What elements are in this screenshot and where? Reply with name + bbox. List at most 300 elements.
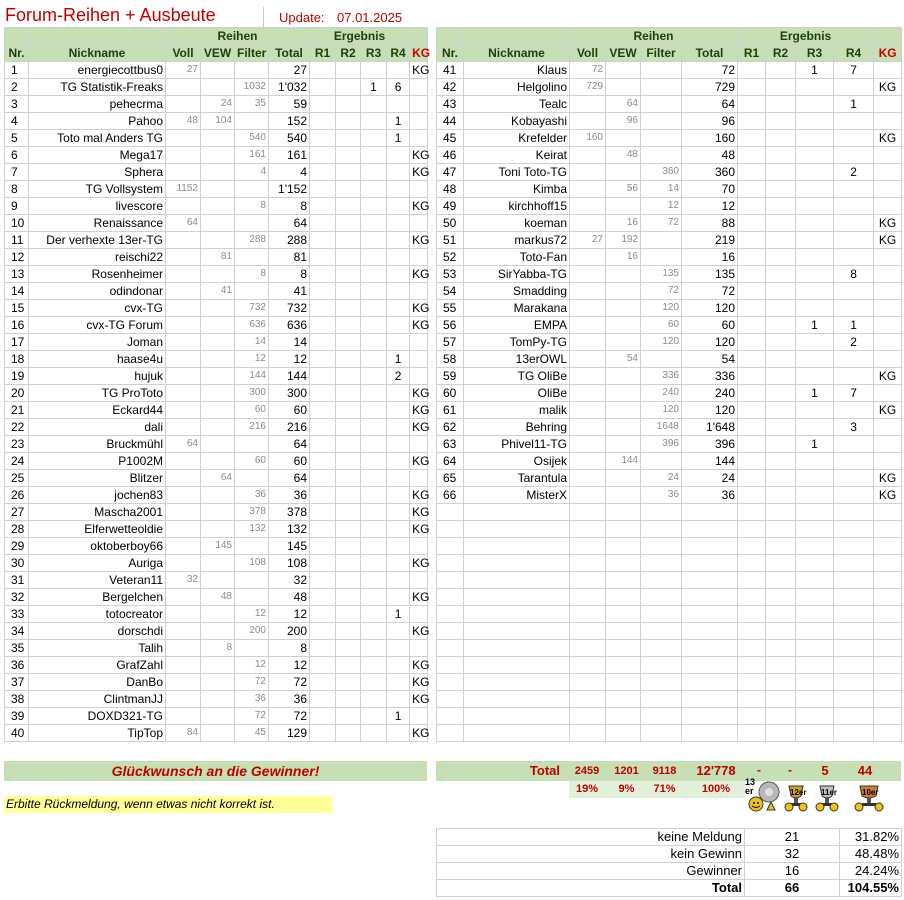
cell-r1 (738, 215, 766, 232)
cell-nickname: koeman (464, 215, 570, 232)
cell-r2 (336, 351, 361, 368)
cell-voll (166, 708, 201, 725)
empty-cell (738, 504, 766, 521)
cell-r3 (796, 113, 834, 130)
cell-nickname: Elferwetteoldie (29, 521, 166, 538)
cell-vew (201, 385, 235, 402)
empty-cell (738, 623, 766, 640)
cell-r4 (387, 385, 410, 402)
cell-kg (874, 147, 902, 164)
cell-nickname: Tarantula (464, 470, 570, 487)
totals-total: 12'778 (696, 763, 736, 778)
empty-cell (437, 691, 464, 708)
cell-r1 (738, 181, 766, 198)
cell-total: 12 (269, 606, 310, 623)
empty-cell (606, 589, 641, 606)
cell-nickname: cvx-TG (29, 300, 166, 317)
empty-cell (570, 674, 606, 691)
cell-kg (874, 436, 902, 453)
cell-nickname: Kobayashi (464, 113, 570, 130)
cell-r3 (361, 538, 387, 555)
cell-voll (166, 334, 201, 351)
cell-total: 152 (269, 113, 310, 130)
cell-kg: KG (874, 232, 902, 249)
cell-filter: 24 (641, 470, 682, 487)
cell-filter (235, 572, 269, 589)
cell-kg (874, 62, 902, 79)
empty-cell (834, 555, 874, 572)
summary-count: 16 (745, 863, 840, 880)
cell-filter: 1648 (641, 419, 682, 436)
cell-r1 (310, 657, 336, 674)
cell-vew (201, 453, 235, 470)
cell-r3 (796, 283, 834, 300)
cell-r4 (387, 232, 410, 249)
cell-nr: 62 (437, 419, 464, 436)
cell-total: 72 (682, 283, 738, 300)
cell-r2 (766, 164, 796, 181)
cell-nr: 24 (5, 453, 29, 470)
cell-kg (874, 453, 902, 470)
table-row (5, 113, 428, 130)
cell-r2 (336, 334, 361, 351)
cell-r3: 1 (796, 62, 834, 79)
cell-r3 (796, 368, 834, 385)
cell-nickname: Kimba (464, 181, 570, 198)
cell-r4 (834, 130, 874, 147)
cell-r3 (361, 419, 387, 436)
cell-nr: 61 (437, 402, 464, 419)
cell-total: 48 (269, 589, 310, 606)
cell-r1 (310, 164, 336, 181)
cell-vew (201, 300, 235, 317)
table-row (5, 691, 428, 708)
cell-voll (166, 198, 201, 215)
cell-voll (166, 555, 201, 572)
empty-cell (874, 623, 902, 640)
cell-vew (606, 385, 641, 402)
cell-r1 (310, 215, 336, 232)
empty-cell (874, 640, 902, 657)
table-row (5, 470, 428, 487)
table-row (5, 198, 428, 215)
cell-nr: 44 (437, 113, 464, 130)
cell-r2 (336, 555, 361, 572)
cell-filter (235, 215, 269, 232)
cell-r2 (336, 79, 361, 96)
cell-filter (641, 79, 682, 96)
cell-vew: 41 (201, 283, 235, 300)
cell-nickname: odindonar (29, 283, 166, 300)
cell-vew: 48 (606, 147, 641, 164)
cell-nr: 19 (5, 368, 29, 385)
empty-cell (796, 555, 834, 572)
cell-r3 (361, 198, 387, 215)
cell-vew: 81 (201, 249, 235, 266)
cell-r3 (361, 402, 387, 419)
cell-filter: 161 (235, 147, 269, 164)
cell-r4 (387, 538, 410, 555)
cell-nickname: Talih (29, 640, 166, 657)
cell-kg: KG (410, 725, 428, 742)
cell-r1 (738, 300, 766, 317)
empty-cell (641, 589, 682, 606)
cell-kg (874, 283, 902, 300)
empty-cell (766, 725, 796, 742)
cell-r4 (387, 249, 410, 266)
cell-r4 (834, 79, 874, 96)
table-row (5, 657, 428, 674)
cell-voll (166, 674, 201, 691)
table-row (437, 198, 902, 215)
col-r3: R3 (361, 45, 387, 62)
table-row (437, 385, 902, 402)
cell-nickname: dali (29, 419, 166, 436)
cell-vew (606, 300, 641, 317)
cell-nr: 46 (437, 147, 464, 164)
summary-label: keine Meldung (437, 829, 745, 846)
cell-vew (201, 198, 235, 215)
cell-r1 (310, 368, 336, 385)
cell-vew (201, 215, 235, 232)
summary-pct: 48.48% (840, 846, 902, 863)
cell-total: 216 (269, 419, 310, 436)
cell-vew: 54 (606, 351, 641, 368)
cell-kg (874, 334, 902, 351)
cell-filter: 8 (235, 266, 269, 283)
table-row (5, 147, 428, 164)
cell-r1 (310, 623, 336, 640)
cell-nr: 23 (5, 436, 29, 453)
cell-kg: KG (410, 147, 428, 164)
cell-vew (606, 198, 641, 215)
cell-r3 (796, 96, 834, 113)
cell-r1 (310, 419, 336, 436)
cell-r4 (387, 589, 410, 606)
cell-voll (166, 623, 201, 640)
cell-r2 (336, 521, 361, 538)
table-row (5, 368, 428, 385)
cell-nickname: DOXD321-TG (29, 708, 166, 725)
totals-filter: 9118 (652, 765, 677, 777)
cell-nickname: Helgolino (464, 79, 570, 96)
cell-nr: 1 (5, 62, 29, 79)
cell-total: 360 (682, 164, 738, 181)
table-row (5, 385, 428, 402)
empty-cell (796, 521, 834, 538)
empty-cell (641, 538, 682, 555)
empty-cell (437, 674, 464, 691)
table-row (5, 453, 428, 470)
table-row (5, 334, 428, 351)
cell-r4: 8 (834, 266, 874, 283)
table-row (5, 215, 428, 232)
empty-cell (464, 589, 570, 606)
cell-r3 (361, 334, 387, 351)
cell-nickname: Rosenheimer (29, 266, 166, 283)
empty-cell (738, 708, 766, 725)
cell-total: 64 (269, 215, 310, 232)
cell-total: 88 (682, 215, 738, 232)
cell-vew (201, 334, 235, 351)
cell-voll (166, 351, 201, 368)
table-row (437, 232, 902, 249)
empty-cell (682, 725, 738, 742)
cell-filter: 120 (641, 300, 682, 317)
cell-r3 (361, 470, 387, 487)
cell-nr: 16 (5, 317, 29, 334)
cell-r3 (796, 249, 834, 266)
empty-cell (766, 572, 796, 589)
col-filter: Filter (641, 45, 682, 62)
cell-r3: 1 (796, 317, 834, 334)
cell-vew (201, 419, 235, 436)
cell-r4 (834, 453, 874, 470)
cell-vew (606, 266, 641, 283)
cell-total: 60 (269, 402, 310, 419)
cell-nickname: Bruckmühl (29, 436, 166, 453)
cell-nickname: ClintmanJJ (29, 691, 166, 708)
table-row (5, 317, 428, 334)
cell-r4 (387, 96, 410, 113)
cell-nr: 47 (437, 164, 464, 181)
cell-r3 (796, 215, 834, 232)
cell-r2 (766, 368, 796, 385)
cell-vew (201, 436, 235, 453)
cell-voll (570, 164, 606, 181)
cell-r3 (361, 436, 387, 453)
cell-r3 (796, 130, 834, 147)
table-row (5, 79, 428, 96)
cell-vew (201, 368, 235, 385)
cell-vew (201, 555, 235, 572)
empty-cell (641, 606, 682, 623)
cell-voll (166, 96, 201, 113)
pct-voll: 19% (575, 783, 599, 795)
cell-r1 (310, 130, 336, 147)
cell-filter: 45 (235, 725, 269, 742)
empty-cell (570, 725, 606, 742)
cell-r1 (738, 96, 766, 113)
col-r2: R2 (336, 45, 361, 62)
cell-voll (570, 402, 606, 419)
cell-r2 (766, 436, 796, 453)
cell-r1 (738, 266, 766, 283)
cell-nickname: Keirat (464, 147, 570, 164)
cell-nr: 4 (5, 113, 29, 130)
summary-row (437, 846, 902, 863)
empty-cell (641, 640, 682, 657)
cell-r1 (310, 572, 336, 589)
cell-nr: 35 (5, 640, 29, 657)
cell-total: 145 (269, 538, 310, 555)
cell-total: 1'032 (269, 79, 310, 96)
empty-cell (437, 708, 464, 725)
empty-cell (766, 657, 796, 674)
empty-cell (766, 674, 796, 691)
cell-r3 (361, 181, 387, 198)
cell-total: 219 (682, 232, 738, 249)
cell-r1 (738, 419, 766, 436)
table-row (5, 555, 428, 572)
pct-total: 100% (701, 783, 731, 795)
cell-r4 (387, 623, 410, 640)
empty-cell (641, 572, 682, 589)
cell-nr: 7 (5, 164, 29, 181)
col-nr: Nr. (437, 45, 464, 62)
header-group-row (437, 28, 902, 45)
cell-vew (201, 79, 235, 96)
cell-nickname: EMPA (464, 317, 570, 334)
cell-nr: 12 (5, 249, 29, 266)
cell-total: 8 (269, 266, 310, 283)
empty-cell (606, 691, 641, 708)
group-ergebnis: Ergebnis (738, 28, 874, 45)
table-row (437, 436, 902, 453)
cell-voll (570, 266, 606, 283)
cell-filter (235, 589, 269, 606)
cell-kg (874, 198, 902, 215)
cell-r2 (336, 470, 361, 487)
empty-cell (606, 674, 641, 691)
table-row (437, 453, 902, 470)
cell-r4 (834, 113, 874, 130)
cell-r1 (310, 300, 336, 317)
cell-vew (606, 283, 641, 300)
cell-kg: KG (410, 198, 428, 215)
totals-voll: 2459 (574, 765, 600, 777)
empty-cell (641, 623, 682, 640)
cell-kg: KG (410, 504, 428, 521)
cell-voll: 64 (166, 215, 201, 232)
cell-r2 (336, 657, 361, 674)
cell-r3 (361, 147, 387, 164)
empty-cell (766, 640, 796, 657)
cell-vew (606, 436, 641, 453)
cell-r3 (361, 266, 387, 283)
empty-cell (766, 521, 796, 538)
empty-cell (570, 538, 606, 555)
cell-voll (570, 147, 606, 164)
cell-r2 (766, 198, 796, 215)
cell-nr: 26 (5, 487, 29, 504)
cell-r4 (387, 470, 410, 487)
cell-vew (606, 368, 641, 385)
cell-voll (570, 419, 606, 436)
cell-voll (166, 283, 201, 300)
cell-r2 (766, 487, 796, 504)
cell-r1 (310, 555, 336, 572)
update-label: Update: (279, 10, 325, 25)
table-row (437, 317, 902, 334)
cell-r4 (387, 691, 410, 708)
cell-nickname: Mega17 (29, 147, 166, 164)
table-row (437, 419, 902, 436)
cell-vew (606, 402, 641, 419)
empty-cell (874, 725, 902, 742)
empty-cell (464, 623, 570, 640)
cell-kg (874, 385, 902, 402)
table-row (437, 300, 902, 317)
cell-kg: KG (410, 300, 428, 317)
cell-filter: 200 (235, 623, 269, 640)
cell-r1 (738, 113, 766, 130)
cell-voll (570, 317, 606, 334)
cell-nickname: Phivel11-TG (464, 436, 570, 453)
empty-cell (834, 708, 874, 725)
cell-r4 (834, 300, 874, 317)
empty-cell (796, 623, 834, 640)
cell-voll (570, 249, 606, 266)
cell-r2 (336, 96, 361, 113)
table-row (5, 164, 428, 181)
cell-r4 (834, 215, 874, 232)
cell-kg (410, 572, 428, 589)
cell-r2 (336, 283, 361, 300)
table-row (437, 368, 902, 385)
cell-filter (641, 249, 682, 266)
cell-kg: KG (410, 232, 428, 249)
pct-vew: 9% (618, 783, 635, 795)
empty-cell (834, 572, 874, 589)
cell-kg: KG (410, 589, 428, 606)
cell-nickname: oktoberboy66 (29, 538, 166, 555)
cell-r2 (336, 130, 361, 147)
cell-r3 (361, 249, 387, 266)
empty-cell (570, 640, 606, 657)
summary-total-pct: 104.55% (840, 880, 902, 897)
cell-r1 (310, 334, 336, 351)
totals-r3: 5 (821, 763, 829, 778)
empty-cell (437, 640, 464, 657)
empty-cell (682, 504, 738, 521)
cell-nickname: Klaus (464, 62, 570, 79)
cell-r3 (361, 606, 387, 623)
cell-nr: 28 (5, 521, 29, 538)
table-row (5, 436, 428, 453)
cell-nr: 15 (5, 300, 29, 317)
col-nickname: Nickname (464, 45, 570, 62)
cell-r2 (336, 317, 361, 334)
cell-r4: 1 (387, 606, 410, 623)
empty-cell (437, 521, 464, 538)
cell-r3 (361, 283, 387, 300)
table-row (5, 708, 428, 725)
cell-vew: 104 (201, 113, 235, 130)
cell-r3 (361, 232, 387, 249)
table-row (5, 130, 428, 147)
cell-r2 (766, 249, 796, 266)
cell-nickname: Blitzer (29, 470, 166, 487)
table-row (437, 657, 902, 674)
cell-kg (410, 538, 428, 555)
cell-r4 (387, 640, 410, 657)
cell-kg (874, 419, 902, 436)
cell-r4: 3 (834, 419, 874, 436)
empty-cell (606, 555, 641, 572)
cell-r4 (387, 283, 410, 300)
empty-cell (796, 725, 834, 742)
cell-nickname: 13erOWL (464, 351, 570, 368)
empty-cell (738, 691, 766, 708)
cell-nr: 38 (5, 691, 29, 708)
table-row (5, 283, 428, 300)
cell-r1 (738, 79, 766, 96)
trophy-11er-label: 11er (821, 788, 838, 797)
cell-total: 60 (682, 317, 738, 334)
cell-r2 (766, 351, 796, 368)
empty-cell (796, 708, 834, 725)
